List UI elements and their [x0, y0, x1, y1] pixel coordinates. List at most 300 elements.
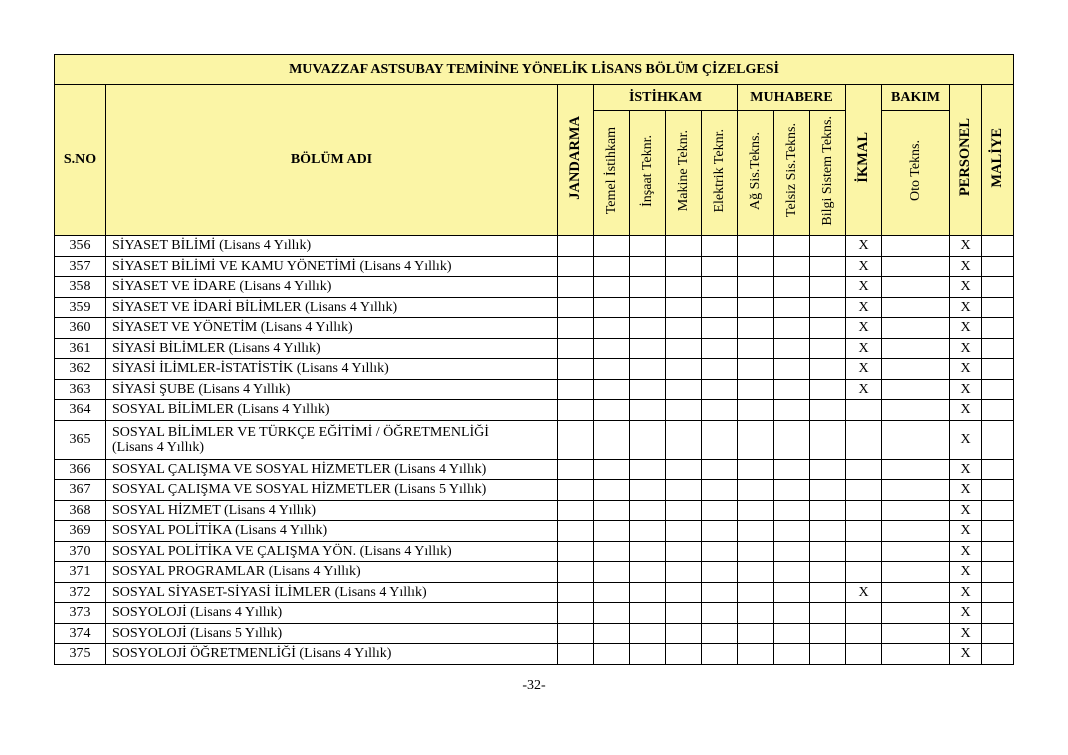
mark-cell	[982, 562, 1014, 583]
mark-cell	[666, 459, 702, 480]
mark-cell	[982, 338, 1014, 359]
personel-mark: X	[950, 297, 982, 318]
mark-cell	[702, 541, 738, 562]
personel-mark: X	[950, 459, 982, 480]
department-name-line: SİYASİ ŞUBE (Lisans 4 Yıllık)	[112, 381, 291, 397]
department-name-line: (Lisans 4 Yıllık)	[112, 439, 205, 455]
department-name	[106, 400, 558, 421]
mark-cell	[702, 623, 738, 644]
ikmal-mark: X	[846, 338, 882, 359]
mark-cell	[666, 603, 702, 624]
row-number: 375	[55, 644, 106, 665]
mark-cell	[982, 582, 1014, 603]
ikmal-mark	[846, 603, 882, 624]
mark-cell	[982, 541, 1014, 562]
header-temel-istihkam: Temel İstihkam	[594, 111, 630, 236]
department-name	[106, 459, 558, 480]
header-personel: PERSONEL	[950, 85, 982, 236]
mark-cell	[810, 521, 846, 542]
department-name	[106, 420, 558, 459]
department-name	[106, 603, 558, 624]
personel-mark: X	[950, 236, 982, 257]
mark-cell	[982, 379, 1014, 400]
mark-cell	[882, 400, 950, 421]
department-name	[106, 297, 558, 318]
mark-cell	[594, 297, 630, 318]
mark-cell	[666, 400, 702, 421]
mark-cell	[982, 297, 1014, 318]
mark-cell	[738, 644, 774, 665]
mark-cell	[810, 480, 846, 501]
mark-cell	[594, 379, 630, 400]
personel-mark: X	[950, 582, 982, 603]
mark-cell	[810, 359, 846, 380]
ikmal-mark	[846, 644, 882, 665]
mark-cell	[810, 256, 846, 277]
department-name	[106, 379, 558, 400]
mark-cell	[774, 338, 810, 359]
mark-cell	[666, 236, 702, 257]
mark-cell	[594, 623, 630, 644]
mark-cell	[666, 318, 702, 339]
department-name-line: SOSYAL ÇALIŞMA VE SOSYAL HİZMETLER (Lisans 4 Yıllık)	[112, 461, 487, 477]
department-name	[106, 338, 558, 359]
row-number: 362	[55, 359, 106, 380]
mark-cell	[882, 236, 950, 257]
mark-cell	[594, 603, 630, 624]
page-number: -32-	[522, 678, 546, 693]
mark-cell	[882, 480, 950, 501]
mark-cell	[558, 236, 594, 257]
mark-cell	[702, 379, 738, 400]
header-maliye: MALİYE	[982, 85, 1014, 236]
mark-cell	[774, 379, 810, 400]
department-name	[106, 623, 558, 644]
mark-cell	[630, 500, 666, 521]
mark-cell	[558, 582, 594, 603]
mark-cell	[738, 236, 774, 257]
mark-cell	[738, 420, 774, 459]
mark-cell	[702, 420, 738, 459]
ikmal-mark	[846, 480, 882, 501]
mark-cell	[702, 521, 738, 542]
mark-cell	[666, 582, 702, 603]
mark-cell	[558, 541, 594, 562]
mark-cell	[738, 623, 774, 644]
personel-mark: X	[950, 400, 982, 421]
department-name	[106, 480, 558, 501]
mark-cell	[982, 500, 1014, 521]
mark-cell	[594, 562, 630, 583]
ikmal-mark: X	[846, 359, 882, 380]
table-row	[55, 644, 1014, 665]
row-number: 363	[55, 379, 106, 400]
mark-cell	[594, 256, 630, 277]
table-row	[55, 420, 1014, 459]
mark-cell	[558, 338, 594, 359]
mark-cell	[666, 297, 702, 318]
header-oto-tekns: Oto Tekns.	[882, 111, 950, 236]
header-istihkam: İSTİHKAM	[594, 85, 738, 111]
mark-cell	[810, 420, 846, 459]
department-name-line: SİYASİ BİLİMLER (Lisans 4 Yıllık)	[112, 340, 321, 356]
mark-cell	[774, 318, 810, 339]
mark-cell	[558, 480, 594, 501]
mark-cell	[810, 582, 846, 603]
ikmal-mark	[846, 500, 882, 521]
personel-mark: X	[950, 562, 982, 583]
mark-cell	[702, 562, 738, 583]
ikmal-mark	[846, 400, 882, 421]
mark-cell	[738, 379, 774, 400]
row-number: 357	[55, 256, 106, 277]
mark-cell	[882, 562, 950, 583]
table-body	[55, 236, 1014, 665]
ikmal-mark	[846, 623, 882, 644]
mark-cell	[702, 256, 738, 277]
personel-mark: X	[950, 256, 982, 277]
mark-cell	[630, 603, 666, 624]
department-name	[106, 644, 558, 665]
ikmal-mark	[846, 541, 882, 562]
ikmal-mark	[846, 459, 882, 480]
ikmal-mark: X	[846, 582, 882, 603]
mark-cell	[738, 603, 774, 624]
mark-cell	[882, 277, 950, 298]
mark-cell	[666, 359, 702, 380]
mark-cell	[630, 541, 666, 562]
mark-cell	[594, 480, 630, 501]
mark-cell	[982, 400, 1014, 421]
personel-mark: X	[950, 541, 982, 562]
mark-cell	[558, 379, 594, 400]
mark-cell	[882, 582, 950, 603]
mark-cell	[594, 359, 630, 380]
mark-cell	[594, 318, 630, 339]
mark-cell	[666, 623, 702, 644]
mark-cell	[738, 541, 774, 562]
mark-cell	[738, 521, 774, 542]
mark-cell	[666, 521, 702, 542]
mark-cell	[774, 459, 810, 480]
mark-cell	[774, 277, 810, 298]
mark-cell	[882, 644, 950, 665]
ikmal-mark	[846, 562, 882, 583]
mark-cell	[558, 359, 594, 380]
mark-cell	[774, 603, 810, 624]
mark-cell	[738, 297, 774, 318]
ikmal-mark	[846, 420, 882, 459]
mark-cell	[594, 644, 630, 665]
mark-cell	[702, 359, 738, 380]
mark-cell	[630, 480, 666, 501]
mark-cell	[810, 379, 846, 400]
mark-cell	[666, 562, 702, 583]
mark-cell	[774, 644, 810, 665]
mark-cell	[982, 644, 1014, 665]
header-bilgi-sistem-tekns: Bilgi Sistem Tekns.	[810, 111, 846, 236]
mark-cell	[630, 521, 666, 542]
table-row	[55, 521, 1014, 542]
table-row	[55, 359, 1014, 380]
mark-cell	[702, 297, 738, 318]
mark-cell	[774, 521, 810, 542]
mark-cell	[882, 359, 950, 380]
department-name	[106, 521, 558, 542]
mark-cell	[594, 521, 630, 542]
mark-cell	[810, 623, 846, 644]
mark-cell	[666, 420, 702, 459]
personel-mark: X	[950, 359, 982, 380]
mark-cell	[702, 480, 738, 501]
header-telsiz-sis-tekns: Telsiz Sis.Tekns.	[774, 111, 810, 236]
mark-cell	[702, 500, 738, 521]
mark-cell	[594, 400, 630, 421]
mark-cell	[630, 338, 666, 359]
table-row	[55, 297, 1014, 318]
personel-mark: X	[950, 521, 982, 542]
table-row	[55, 480, 1014, 501]
row-number: 359	[55, 297, 106, 318]
mark-cell	[882, 256, 950, 277]
mark-cell	[882, 541, 950, 562]
mark-cell	[666, 500, 702, 521]
mark-cell	[774, 297, 810, 318]
department-name-line: SİYASET BİLİMİ VE KAMU YÖNETİMİ (Lisans 4 Yıllık)	[112, 258, 452, 274]
mark-cell	[982, 521, 1014, 542]
mark-cell	[738, 582, 774, 603]
mark-cell	[630, 277, 666, 298]
mark-cell	[594, 500, 630, 521]
mark-cell	[738, 480, 774, 501]
mark-cell	[738, 359, 774, 380]
header-bakim: BAKIM	[882, 85, 950, 111]
mark-cell	[630, 459, 666, 480]
mark-cell	[594, 236, 630, 257]
ikmal-mark: X	[846, 297, 882, 318]
mark-cell	[630, 623, 666, 644]
mark-cell	[738, 277, 774, 298]
department-name-line: SİYASET VE İDARİ BİLİMLER (Lisans 4 Yıllık)	[112, 299, 398, 315]
ikmal-mark	[846, 521, 882, 542]
mark-cell	[558, 459, 594, 480]
department-name-line: SOSYAL PROGRAMLAR (Lisans 4 Yıllık)	[112, 564, 361, 580]
mark-cell	[810, 562, 846, 583]
mark-cell	[558, 400, 594, 421]
table-row	[55, 400, 1014, 421]
row-number: 372	[55, 582, 106, 603]
row-number: 374	[55, 623, 106, 644]
mark-cell	[558, 256, 594, 277]
mark-cell	[738, 400, 774, 421]
mark-cell	[810, 603, 846, 624]
department-name-line: SOSYAL POLİTİKA (Lisans 4 Yıllık)	[112, 523, 328, 539]
mark-cell	[666, 338, 702, 359]
department-name-line: SİYASET BİLİMİ (Lisans 4 Yıllık)	[112, 238, 312, 254]
mark-cell	[558, 420, 594, 459]
mark-cell	[982, 359, 1014, 380]
mark-cell	[630, 582, 666, 603]
personel-mark: X	[950, 277, 982, 298]
mark-cell	[982, 480, 1014, 501]
mark-cell	[558, 318, 594, 339]
table-row	[55, 562, 1014, 583]
mark-cell	[982, 277, 1014, 298]
mark-cell	[810, 297, 846, 318]
department-name	[106, 582, 558, 603]
mark-cell	[630, 359, 666, 380]
mark-cell	[702, 318, 738, 339]
mark-cell	[558, 603, 594, 624]
mark-cell	[666, 256, 702, 277]
mark-cell	[594, 338, 630, 359]
mark-cell	[810, 236, 846, 257]
mark-cell	[702, 603, 738, 624]
mark-cell	[702, 338, 738, 359]
mark-cell	[982, 236, 1014, 257]
mark-cell	[810, 318, 846, 339]
row-number: 373	[55, 603, 106, 624]
table-row	[55, 277, 1014, 298]
mark-cell	[738, 256, 774, 277]
row-number: 365	[55, 420, 106, 459]
mark-cell	[630, 562, 666, 583]
mark-cell	[666, 277, 702, 298]
department-name	[106, 541, 558, 562]
mark-cell	[982, 318, 1014, 339]
header-sno: S.NO	[55, 85, 106, 236]
row-number: 358	[55, 277, 106, 298]
mark-cell	[774, 256, 810, 277]
personel-mark: X	[950, 420, 982, 459]
mark-cell	[774, 359, 810, 380]
mark-cell	[774, 562, 810, 583]
mark-cell	[882, 297, 950, 318]
table-row	[55, 236, 1014, 257]
table-row	[55, 623, 1014, 644]
department-name-line: SOSYAL POLİTİKA VE ÇALIŞMA YÖN. (Lisans 4 Yıllık)	[112, 543, 452, 559]
mark-cell	[882, 521, 950, 542]
mark-cell	[630, 256, 666, 277]
personel-mark: X	[950, 603, 982, 624]
department-name	[106, 236, 558, 257]
mark-cell	[738, 318, 774, 339]
department-name-line: SOSYAL HİZMET (Lisans 4 Yıllık)	[112, 502, 317, 518]
mark-cell	[774, 400, 810, 421]
mark-cell	[882, 500, 950, 521]
mark-cell	[558, 562, 594, 583]
header-makine-teknr: Makine Teknr.	[666, 111, 702, 236]
personel-mark: X	[950, 318, 982, 339]
mark-cell	[810, 400, 846, 421]
mark-cell	[738, 500, 774, 521]
department-name-line: SOSYOLOJİ (Lisans 5 Yıllık)	[112, 625, 283, 641]
personel-mark: X	[950, 480, 982, 501]
mark-cell	[594, 541, 630, 562]
mark-cell	[630, 297, 666, 318]
mark-cell	[810, 500, 846, 521]
mark-cell	[882, 379, 950, 400]
header-elektrik-teknr: Elektrik Teknr.	[702, 111, 738, 236]
mark-cell	[666, 480, 702, 501]
department-name-line: SOSYAL ÇALIŞMA VE SOSYAL HİZMETLER (Lisans 5 Yıllık)	[112, 482, 487, 498]
personel-mark: X	[950, 623, 982, 644]
mark-cell	[774, 582, 810, 603]
mark-cell	[558, 297, 594, 318]
mark-cell	[810, 644, 846, 665]
mark-cell	[882, 459, 950, 480]
row-number: 370	[55, 541, 106, 562]
mark-cell	[810, 338, 846, 359]
department-name-line: SİYASET VE İDARE (Lisans 4 Yıllık)	[112, 279, 332, 295]
mark-cell	[702, 277, 738, 298]
mark-cell	[982, 420, 1014, 459]
mark-cell	[666, 541, 702, 562]
mark-cell	[630, 420, 666, 459]
header-ikmal: İKMAL	[846, 85, 882, 236]
table-row	[55, 338, 1014, 359]
row-number: 367	[55, 480, 106, 501]
mark-cell	[982, 256, 1014, 277]
row-number: 364	[55, 400, 106, 421]
mark-cell	[882, 318, 950, 339]
mark-cell	[666, 644, 702, 665]
mark-cell	[882, 338, 950, 359]
mark-cell	[702, 400, 738, 421]
header-ag-sis-tekns: Ağ Sis.Tekns.	[738, 111, 774, 236]
mark-cell	[882, 623, 950, 644]
header-jandarma: JANDARMA	[558, 85, 594, 236]
mark-cell	[594, 582, 630, 603]
department-name-line: SİYASİ İLİMLER-İSTATİSTİK (Lisans 4 Yıllık)	[112, 361, 389, 377]
mark-cell	[810, 541, 846, 562]
personel-mark: X	[950, 500, 982, 521]
header-insaat-teknr: İnşaat Teknr.	[630, 111, 666, 236]
department-name-line: SOSYAL BİLİMLER VE TÜRKÇE EĞİTİMİ / ÖĞRETMENLİĞİ	[112, 424, 489, 440]
table-row	[55, 582, 1014, 603]
department-name	[106, 318, 558, 339]
mark-cell	[882, 603, 950, 624]
personel-mark: X	[950, 379, 982, 400]
department-name-line: SOSYAL BİLİMLER (Lisans 4 Yıllık)	[112, 402, 330, 418]
mark-cell	[774, 480, 810, 501]
mark-cell	[630, 379, 666, 400]
table-row	[55, 500, 1014, 521]
mark-cell	[702, 459, 738, 480]
mark-cell	[702, 644, 738, 665]
ikmal-mark: X	[846, 277, 882, 298]
mark-cell	[982, 623, 1014, 644]
mark-cell	[774, 500, 810, 521]
table-row	[55, 603, 1014, 624]
department-name-line: SOSYOLOJİ (Lisans 4 Yıllık)	[112, 605, 283, 621]
mark-cell	[630, 644, 666, 665]
row-number: 366	[55, 459, 106, 480]
ikmal-mark: X	[846, 256, 882, 277]
mark-cell	[594, 420, 630, 459]
mark-cell	[594, 277, 630, 298]
mark-cell	[774, 236, 810, 257]
mark-cell	[702, 236, 738, 257]
table-row	[55, 379, 1014, 400]
mark-cell	[982, 459, 1014, 480]
mark-cell	[774, 541, 810, 562]
mark-cell	[810, 459, 846, 480]
department-name	[106, 359, 558, 380]
table-row	[55, 318, 1014, 339]
department-name	[106, 562, 558, 583]
mark-cell	[630, 318, 666, 339]
